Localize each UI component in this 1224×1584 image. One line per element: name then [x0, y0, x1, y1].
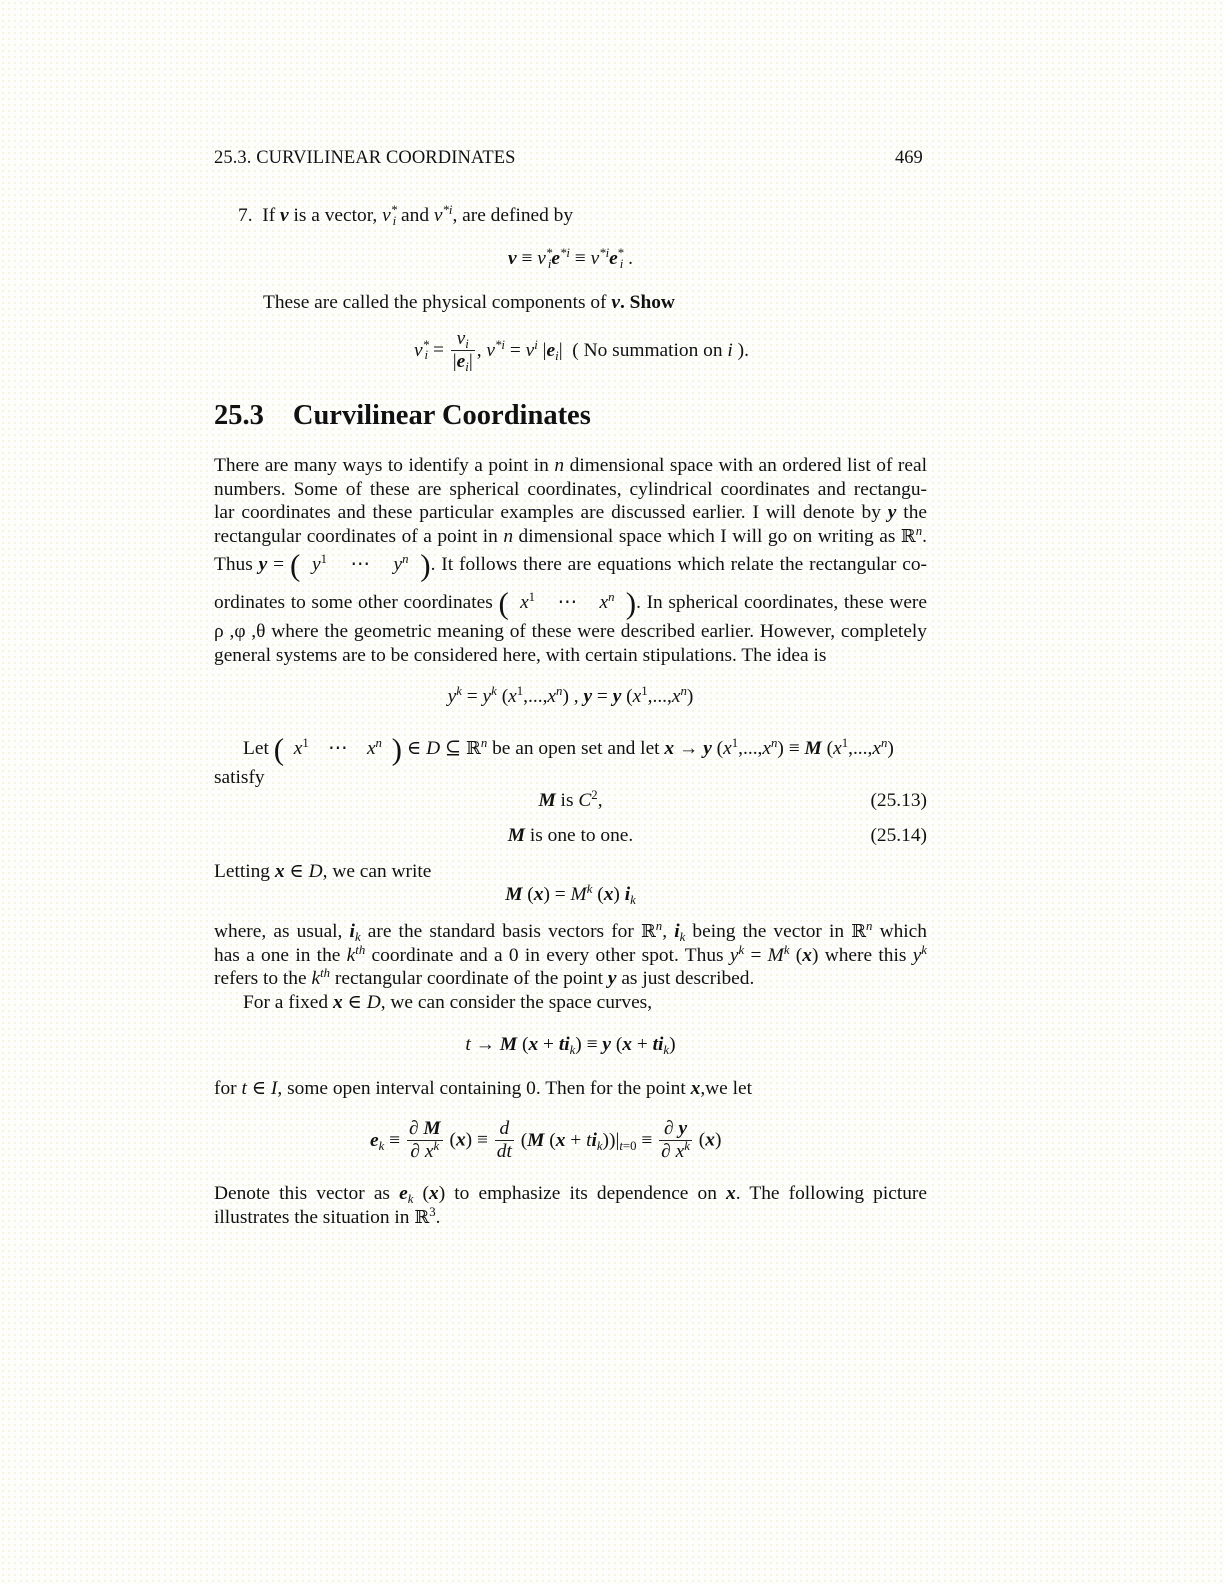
- satisfy-word: satisfy: [214, 767, 265, 788]
- para1-line6: ordinates to some other coordinates ( $x^1$ ⋯ $x^n$ ). In spherical coordinates, these were: [214, 585, 927, 621]
- exercise-7-intro: 7. If v is a vector, $v^*_i$ and $v^{*i}$, are defined by: [238, 202, 574, 228]
- para1-line1: There are many ways to identify a point in n dimensional space with an ordered list of real: [214, 455, 927, 476]
- physical-components-sentence: These are called the physical components of v. Show: [263, 292, 675, 313]
- equation-ek-definition: $e_k$ ≡ $\frac{\partial M}{\partial x^k}$ (x) ≡ $\frac{d}{dt}$ (M $(x + ti_k))|_{t=0}$ ≡ $\frac{\partial y}{\partial x^k}$ (x): [370, 1118, 722, 1162]
- fraction-vi-over-abs-ei: $\frac{v_i}{|e_i|}$: [452, 328, 473, 374]
- para2-line3: refers to the $k^{th}$ rectangular coordinate of the point y as just described.: [214, 965, 755, 989]
- para2-line1: where, as usual, $i_k$ are the standard basis vectors for ℝ$^n$, $i_k$ being the vector in ℝ$^n$ which: [214, 918, 927, 944]
- para3-fixed-x: For a fixed x ∈ D, we can consider the space curves,: [243, 992, 653, 1013]
- equation-coordinate-functions: $y^k = y^k$ $(x^1,...,x^n)$ , y = y $(x^1,...,x^n)$: [447, 683, 694, 707]
- equation-physical-components-definition: $v \equiv v^*_ie^{*i} \equiv v^{*i}e^*_i$ .: [508, 245, 633, 271]
- equation-label-25-14: (25.14): [870, 825, 927, 846]
- condition-m-one-to-one: M is one to one.: [507, 825, 634, 846]
- fraction-d-dt: $\frac{d}{dt}$: [496, 1118, 512, 1162]
- running-header-title: 25.3. CURVILINEAR COORDINATES: [214, 148, 516, 168]
- section-title: Curvilinear Coordinates: [292, 400, 591, 431]
- section-number: 25.3: [214, 400, 264, 431]
- math-v-star-sup-i: $v^{*i}$: [433, 202, 453, 226]
- para5-line1: Denote this vector as $e_k$ (x) to emphasize its dependence on x. The following picture: [214, 1183, 927, 1206]
- condition-m-is-c2: M is $C^2$,: [538, 787, 603, 811]
- page-number: 469: [895, 148, 923, 168]
- para1-line4: rectangular coordinates of a point in n dimensional space which I will go on writing as ℝ$^n$.: [214, 523, 927, 547]
- exercise-number: 7.: [238, 205, 253, 226]
- para1-line2: numbers. Some of these are spherical coordinates, cylindrical coordinates and rectangu-: [214, 479, 927, 500]
- para1-line3: lar coordinates and these particular examples are discussed earlier. I will denote by y the: [214, 502, 927, 523]
- equation-show-physical-components: $v^*_i$ = $\frac{v_i}{|e_i|}$ , $v^{*i} = v^i$ $|e_i|$ ( No summation on i ).: [414, 328, 749, 374]
- section-heading: [214, 400, 591, 432]
- para4-interval: for t ∈ I, some open interval containing 0. Then for the point x,we let: [214, 1078, 752, 1099]
- fraction-dy-dxk: $\frac{\partial y}{\partial x^k}$: [661, 1118, 690, 1162]
- para5-line2: illustrates the situation in ℝ$^3$.: [214, 1204, 441, 1228]
- letting-sentence: Letting x ∈ D, we can write: [214, 861, 432, 882]
- equation-label-25-13: (25.13): [870, 790, 927, 811]
- let-sentence: Let ( $x^1$ ⋯ $x^n$ ) ∈ D ⊆ ℝ$^n$ be an open set and let x → y $(x^1,...,x^n) \equiv M$ $(x^1,...,x^n)$: [243, 731, 894, 767]
- para1-line8: general systems are to be considered here, with certain stipulations. The idea is: [214, 645, 827, 666]
- equation-M-expansion: M $(x) = M^k$ (x) $i_k$: [505, 881, 636, 907]
- para1-line5: Thus y = ( $y^1$ ⋯ $y^n$ ). It follows there are equations which relate the rectangular co-: [214, 547, 927, 583]
- fraction-dM-dxk: $\frac{\partial M}{\partial x^k}$: [408, 1118, 441, 1162]
- equation-space-curve: t → M $(x + ti_k) \equiv y$ $(x + ti_k)$: [465, 1034, 676, 1057]
- para2-line2: has a one in the $k^{th}$ coordinate and a 0 in every other spot. Thus $y^k = M^k$ (x) where this $y^k$: [214, 942, 927, 966]
- para1-line7: ρ ,φ ,θ where the geometric meaning of these were described earlier. However, completely: [214, 621, 928, 642]
- math-v-star-i: $v^*_i$: [382, 202, 398, 228]
